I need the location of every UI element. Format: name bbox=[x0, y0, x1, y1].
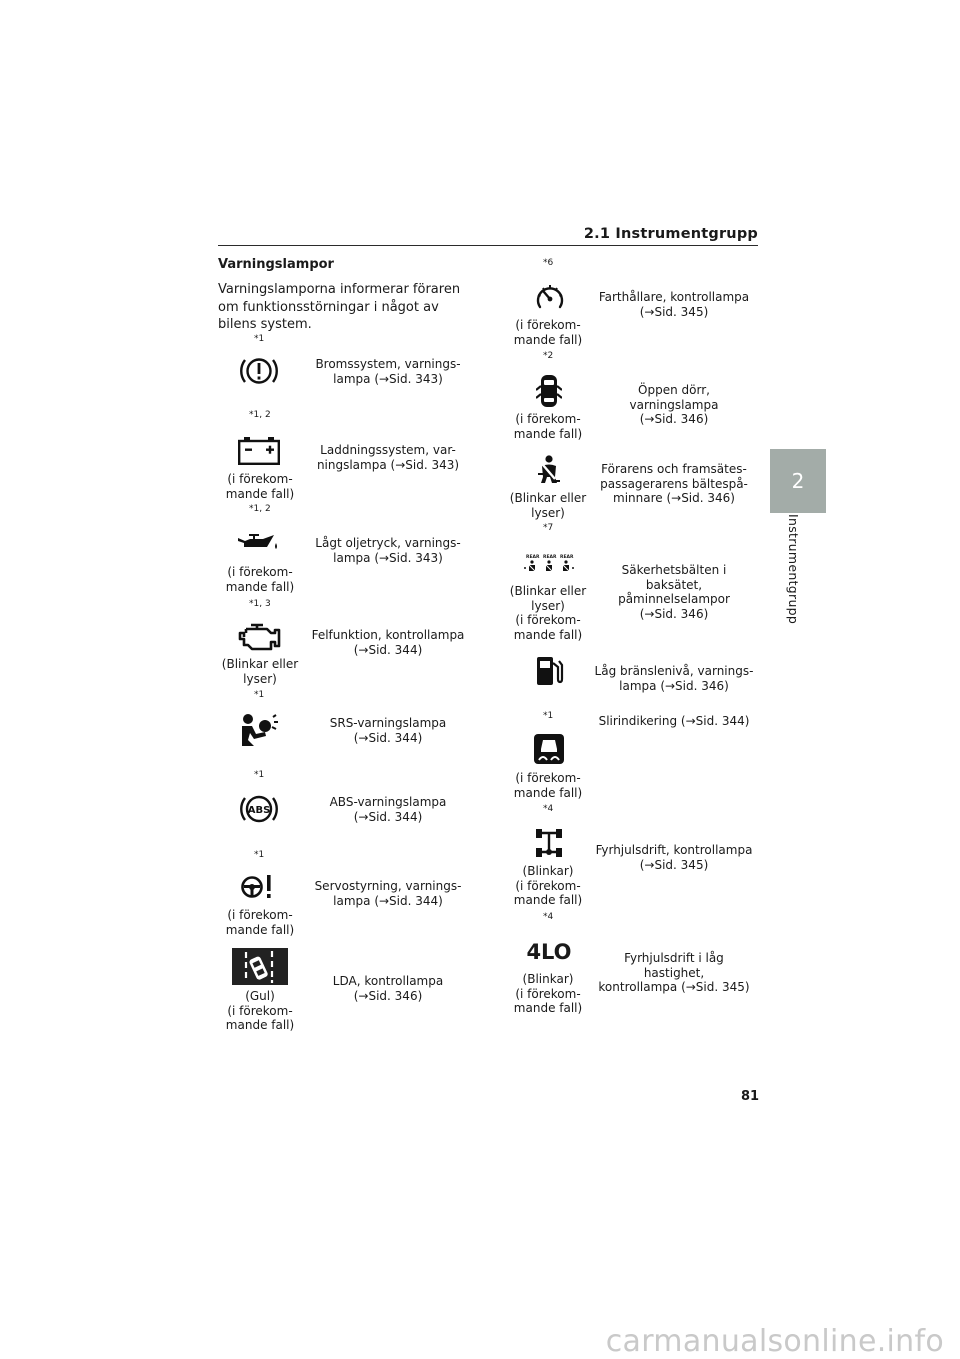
desc-4lo: Fyrhjulsdrift i låg hastighet, kontrollampa (→Sid. 345) bbox=[598, 951, 750, 995]
svg-text:ABS: ABS bbox=[247, 805, 271, 816]
note-4wd: (Blinkar) (i förekom- mande fall) bbox=[513, 864, 583, 908]
desc-battery: Laddningssystem, var- ningslampa (→Sid. 343) bbox=[316, 443, 460, 472]
desc-srs: SRS-varningslampa (→Sid. 344) bbox=[329, 716, 447, 745]
note-steering: (i förekom- mande fall) bbox=[225, 908, 295, 937]
power-steering-icon bbox=[241, 873, 275, 901]
seatbelt-icon bbox=[537, 455, 561, 485]
footnote-mark: *1 bbox=[543, 711, 554, 721]
note-engine: (Blinkar eller lyser) bbox=[221, 657, 299, 686]
note-oil: (i förekom- mande fall) bbox=[225, 565, 295, 594]
section-title: Varningslampor bbox=[218, 257, 334, 272]
desc-brake: Bromssystem, varnings- lampa (→Sid. 343) bbox=[315, 357, 461, 386]
header-rule bbox=[218, 245, 758, 246]
cruise-control-icon bbox=[534, 283, 566, 311]
4lo-icon: 4LO bbox=[526, 940, 572, 964]
note-lda: (Gul) (i förekom- mande fall) bbox=[225, 989, 295, 1033]
desc-seatbelt: Förarens och framsätes- passagerarens bältespå- minnare (→Sid. 346) bbox=[600, 462, 748, 506]
rear-label: REAR bbox=[526, 555, 540, 560]
note-slip: (i förekom- mande fall) bbox=[513, 771, 583, 800]
note-battery: (i förekom- mande fall) bbox=[225, 472, 295, 501]
desc-oil: Lågt oljetryck, varnings- lampa (→Sid. 343) bbox=[315, 536, 461, 565]
desc-4wd: Fyrhjulsdrift, kontrollampa (→Sid. 345) bbox=[595, 843, 753, 872]
brake-warning-icon bbox=[237, 354, 281, 388]
oil-pressure-icon bbox=[236, 533, 280, 553]
four-wheel-drive-icon bbox=[534, 827, 564, 859]
desc-rear-seatbelt: Säkerhetsbälten i baksätet, påminnelselampor (→Sid. 346) bbox=[618, 563, 730, 621]
footnote-mark: *1 bbox=[254, 850, 265, 860]
footnote-mark: *1 bbox=[254, 770, 265, 780]
rear-seatbelt-icon bbox=[523, 555, 575, 573]
abs-icon bbox=[237, 792, 281, 826]
fuel-icon bbox=[535, 655, 565, 687]
page-number: 81 bbox=[741, 1089, 760, 1104]
desc-steering: Servostyrning, varnings- lampa (→Sid. 344) bbox=[314, 879, 462, 908]
section-header-title: 2.1 Instrumentgrupp bbox=[583, 226, 758, 242]
rear-label: REAR bbox=[560, 555, 574, 560]
lda-icon bbox=[232, 948, 288, 985]
footnote-mark: *1, 3 bbox=[249, 599, 271, 609]
footnote-mark: *4 bbox=[543, 804, 554, 814]
footnote-mark: *6 bbox=[543, 258, 554, 268]
desc-lda: LDA, kontrollampa (→Sid. 346) bbox=[332, 974, 444, 1003]
engine-check-icon bbox=[238, 622, 282, 652]
srs-airbag-icon bbox=[239, 713, 279, 747]
footnote-mark: *4 bbox=[543, 912, 554, 922]
note-4lo: (Blinkar) (i förekom- mande fall) bbox=[513, 972, 583, 1016]
chapter-tab-label: Instrumentgrupp bbox=[786, 514, 801, 625]
note-seatbelt: (Blinkar eller lyser) bbox=[509, 491, 587, 520]
footnote-mark: *1 bbox=[254, 690, 265, 700]
desc-abs: ABS-varningslampa (→Sid. 344) bbox=[329, 795, 447, 824]
footnote-mark: *1 bbox=[254, 334, 265, 344]
watermark[interactable]: carmanualsonline.info bbox=[605, 1324, 944, 1359]
rear-label: REAR bbox=[543, 555, 557, 560]
desc-slip: Slirindikering (→Sid. 344) bbox=[598, 714, 750, 728]
desc-engine: Felfunktion, kontrollampa (→Sid. 344) bbox=[311, 628, 465, 657]
chapter-tab[interactable]: 2 bbox=[770, 449, 826, 513]
slip-indicator-icon bbox=[534, 734, 564, 764]
note-door: (i förekom- mande fall) bbox=[513, 412, 583, 441]
desc-cruise: Farthållare, kontrollampa (→Sid. 345) bbox=[598, 290, 750, 319]
intro-text: Varningslamporna informerar föraren om funktionsstörningar i något av bilens system. bbox=[218, 282, 461, 332]
battery-icon bbox=[238, 437, 280, 465]
footnote-mark: *1, 2 bbox=[249, 504, 271, 514]
desc-fuel: Låg bränslenivå, varnings- lampa (→Sid. 346) bbox=[594, 664, 754, 693]
note-cruise: (i förekom- mande fall) bbox=[513, 318, 583, 347]
desc-door: Öppen dörr, varningslampa (→Sid. 346) bbox=[629, 383, 719, 427]
open-door-icon bbox=[536, 374, 562, 408]
footnote-mark: *7 bbox=[543, 523, 554, 533]
footnote-mark: *2 bbox=[543, 351, 554, 361]
footnote-mark: *1, 2 bbox=[249, 410, 271, 420]
note-rear-seatbelt: (Blinkar eller lyser) (i förekom- mande fall) bbox=[509, 584, 587, 642]
